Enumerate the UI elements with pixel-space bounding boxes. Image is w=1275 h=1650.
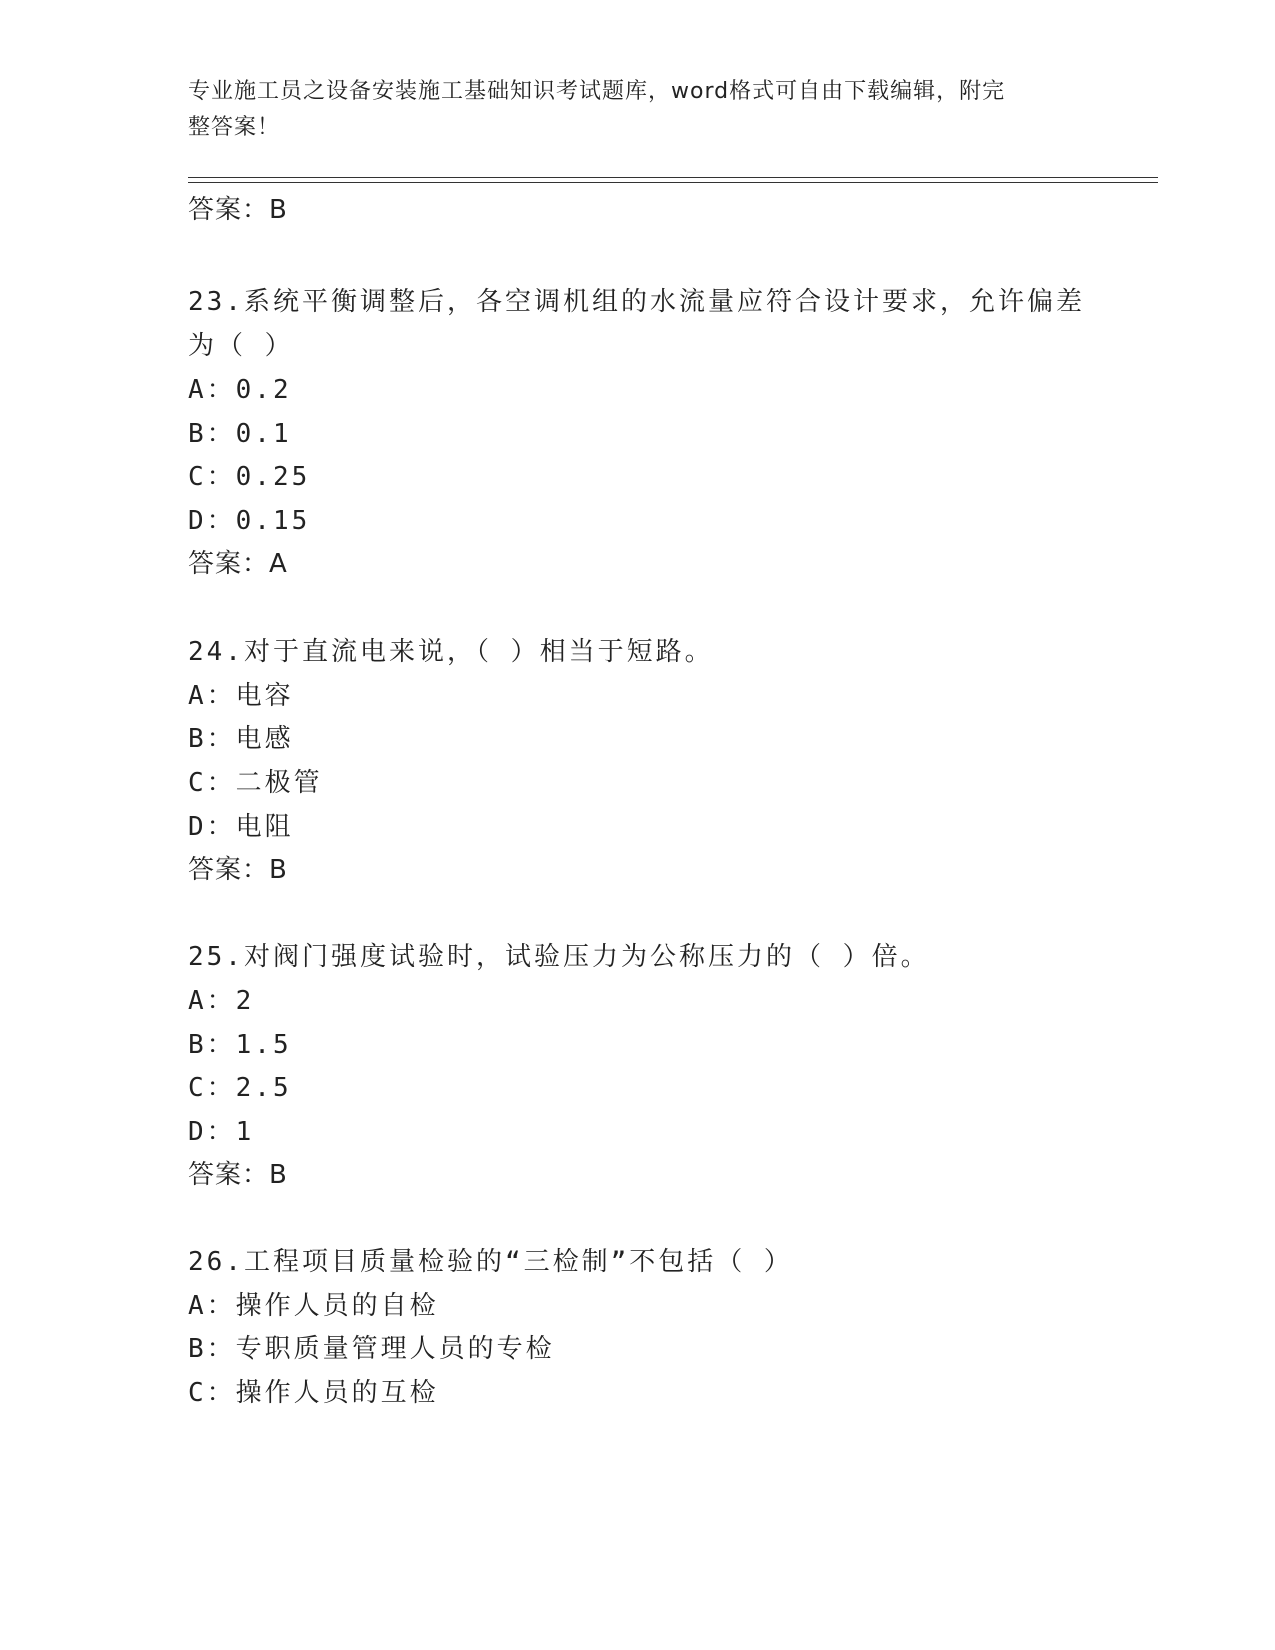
- previous-answer: 答案：B: [188, 195, 288, 225]
- question-24-option-b: B：电感: [188, 724, 294, 754]
- question-23-answer: 答案：A: [188, 549, 288, 579]
- question-26-option-b: B：专职质量管理人员的专检: [188, 1334, 555, 1364]
- question-23-stem: 23.系统平衡调整后，各空调机组的水流量应符合设计要求，允许偏差: [188, 287, 1085, 317]
- document-header: [188, 74, 1068, 146]
- question-24-option-d: D：电阻: [188, 812, 294, 842]
- question-25-option-a: A：2: [188, 986, 255, 1016]
- question-24-stem: 24.对于直流电来说，（ ）相当于短路。: [188, 637, 714, 667]
- question-26-stem: 26.工程项目质量检验的“三检制”不包括（ ）: [188, 1247, 793, 1277]
- header-rule-bottom: [188, 182, 1158, 183]
- question-25-stem: 25.对阀门强度试验时，试验压力为公称压力的（ ）倍。: [188, 942, 930, 972]
- question-25-option-c: C：2.5: [188, 1073, 292, 1103]
- question-23-option-b: B：0.1: [188, 419, 292, 449]
- question-26-option-c: C：操作人员的互检: [188, 1378, 439, 1408]
- question-23-stem-continued: 为（ ）: [188, 331, 294, 361]
- header-rule-top: [188, 177, 1158, 178]
- question-23-option-a: A：0.2: [188, 375, 292, 405]
- question-25-option-d: D：1: [188, 1117, 255, 1147]
- header-line-2: 整答案！: [188, 115, 281, 140]
- question-23-option-d: D：0.15: [188, 506, 311, 536]
- question-25-answer: 答案：B: [188, 1160, 288, 1190]
- question-24-answer: 答案：B: [188, 855, 288, 885]
- question-26-option-a: A：操作人员的自检: [188, 1291, 439, 1321]
- question-24-option-a: A：电容: [188, 681, 294, 711]
- question-25-option-b: B：1.5: [188, 1030, 292, 1060]
- question-23-option-c: C：0.25: [188, 462, 311, 492]
- header-line-1: 专业施工员之设备安装施工基础知识考试题库，word格式可自由下载编辑，附完: [188, 79, 1006, 104]
- question-24-option-c: C：二极管: [188, 768, 323, 798]
